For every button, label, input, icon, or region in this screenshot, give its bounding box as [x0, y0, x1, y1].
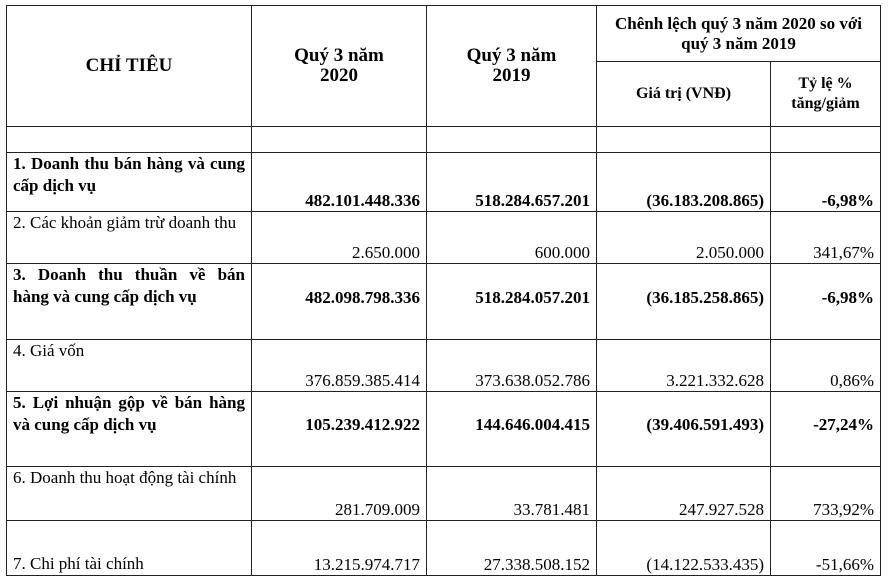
- table-row: [7, 153, 881, 212]
- row-q3-2019: 373.638.052.786: [427, 340, 597, 392]
- row-value: (39.406.591.493): [597, 392, 771, 467]
- table-row: [7, 212, 881, 264]
- row-value: (36.185.258.865): [597, 264, 771, 340]
- row-label: 1. Doanh thu bán hàng và cung cấp dịch vụ: [7, 153, 252, 212]
- row-q3-2020: 13.215.974.717: [252, 521, 427, 576]
- spacer-cell: [7, 127, 252, 153]
- row-q3-2019: 27.338.508.152: [427, 521, 597, 576]
- header-ratio-text: Tỷ lệ % tăng/giảm: [791, 75, 860, 112]
- table-row: [7, 467, 881, 521]
- row-label: 6. Doanh thu hoạt động tài chính: [7, 467, 252, 521]
- spacer-cell: [252, 127, 427, 153]
- row-q3-2019: 518.284.057.201: [427, 264, 597, 340]
- row-ratio: -6,98%: [771, 264, 881, 340]
- header-q3-2020-text: Quý 3 năm 2020: [294, 45, 384, 86]
- row-ratio: 341,67%: [771, 212, 881, 264]
- header-q3-2020: [252, 6, 427, 127]
- spacer-row: [7, 127, 881, 153]
- row-label: 2. Các khoản giảm trừ doanh thu: [7, 212, 252, 264]
- row-ratio: 0,86%: [771, 340, 881, 392]
- header-q3-2019: [427, 6, 597, 127]
- header-difference-text: Chênh lệch quý 3 năm 2020 so với quý 3 năm 2019: [615, 13, 862, 53]
- row-value: 2.050.000: [597, 212, 771, 264]
- row-label: 4. Giá vốn: [7, 340, 252, 392]
- header-ratio: [771, 62, 881, 127]
- row-value: (36.183.208.865): [597, 153, 771, 212]
- row-ratio: -27,24%: [771, 392, 881, 467]
- header-value-vnd: Giá trị (VNĐ): [597, 62, 771, 127]
- header-indicator: CHỈ TIÊU: [7, 6, 252, 127]
- row-value: 247.927.528: [597, 467, 771, 521]
- row-q3-2019: 144.646.004.415: [427, 392, 597, 467]
- row-ratio: -51,66%: [771, 521, 881, 576]
- row-q3-2019: 600.000: [427, 212, 597, 264]
- table-row: [7, 340, 881, 392]
- row-q3-2020: 281.709.009: [252, 467, 427, 521]
- row-q3-2020: 105.239.412.922: [252, 392, 427, 467]
- row-ratio: 733,92%: [771, 467, 881, 521]
- row-value: 3.221.332.628: [597, 340, 771, 392]
- header-q3-2019-text: Quý 3 năm 2019: [466, 45, 557, 86]
- row-label: 7. Chi phí tài chính: [7, 521, 252, 576]
- row-q3-2019: 33.781.481: [427, 467, 597, 521]
- spacer-cell: [597, 127, 771, 153]
- financial-comparison-table: [6, 5, 881, 576]
- row-q3-2019: 518.284.657.201: [427, 153, 597, 212]
- table-row: [7, 392, 881, 467]
- spacer-cell: [771, 127, 881, 153]
- row-label: 3. Doanh thu thuần về bán hàng và cung cấp dịch vụ: [7, 264, 252, 340]
- table-row: [7, 521, 881, 576]
- row-q3-2020: 482.101.448.336: [252, 153, 427, 212]
- header-difference-group: [597, 6, 881, 62]
- row-q3-2020: 2.650.000: [252, 212, 427, 264]
- row-label: 5. Lợi nhuận gộp về bán hàng và cung cấp dịch vụ: [7, 392, 252, 467]
- row-q3-2020: 482.098.798.336: [252, 264, 427, 340]
- row-ratio: -6,98%: [771, 153, 881, 212]
- table-row: [7, 264, 881, 340]
- spacer-cell: [427, 127, 597, 153]
- row-q3-2020: 376.859.385.414: [252, 340, 427, 392]
- row-value: (14.122.533.435): [597, 521, 771, 576]
